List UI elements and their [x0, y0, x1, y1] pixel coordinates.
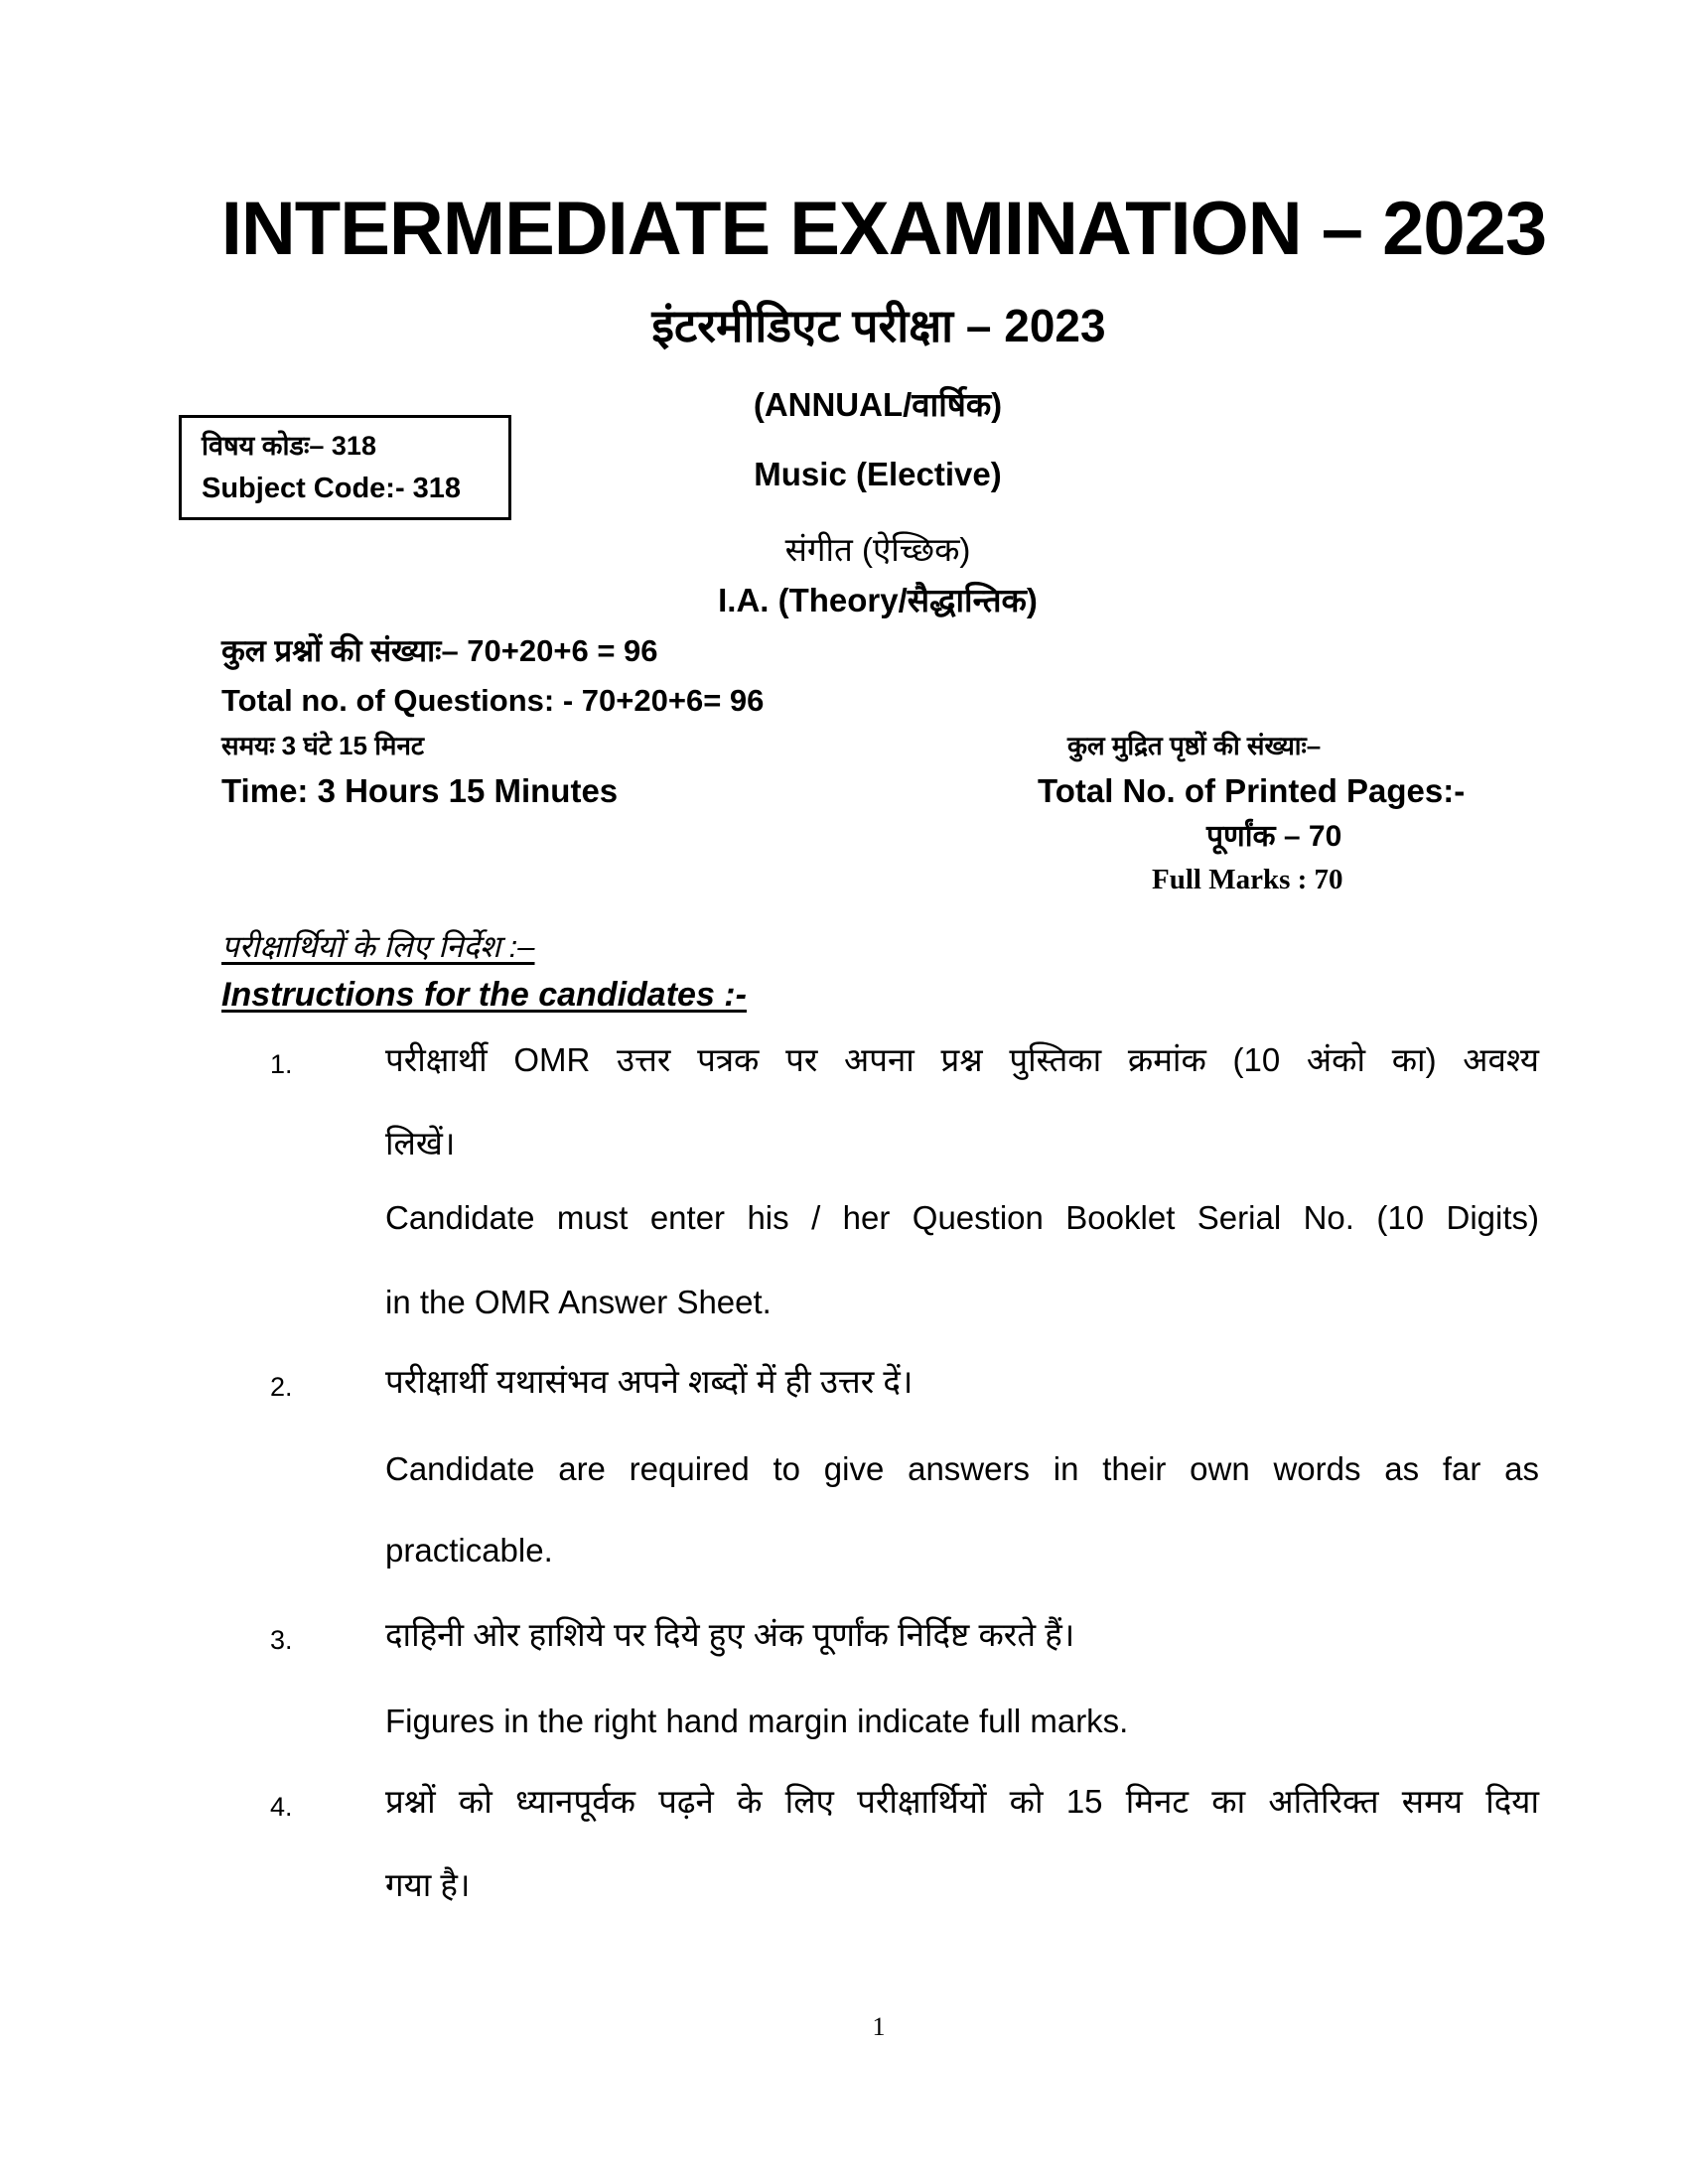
instruction-number: 2. — [270, 1372, 293, 1402]
instructions-heading-hindi: परीक्षार्थियों के लिए निर्देश :– — [221, 929, 535, 964]
subject-code-box — [179, 415, 511, 520]
full-marks-english: Full Marks : 70 — [1152, 864, 1343, 895]
page-number: 1 — [872, 2012, 886, 2041]
instruction-4-hindi-line-1: प्रश्नों को ध्यानपूर्वक पढ़ने के लिए परीक्षार्थियों को 15 मिनट का अतिरिक्त समय दिया — [385, 1783, 1539, 1820]
instruction-number: 1. — [270, 1049, 293, 1079]
exam-type: (ANNUAL/वार्षिक) — [753, 386, 1003, 423]
time-hindi: समयः 3 घंटे 15 मिनट — [221, 731, 425, 760]
instruction-3-hindi-line-1: दाहिनी ओर हाशिये पर दिये हुए अंक पूर्णांक निर्दिष्ट करते हैं। — [385, 1616, 1075, 1653]
paper-type: I.A. (Theory/सैद्धान्तिक) — [718, 582, 1038, 618]
total-questions-english: Total no. of Questions: - 70+20+6= 96 — [221, 683, 765, 718]
full-marks-hindi: पूर्णांक – 70 — [1206, 820, 1342, 853]
subject-code-hindi: विषय कोडः– 318 — [202, 431, 376, 461]
total-questions-hindi: कुल प्रश्नों की संख्याः– 70+20+6 = 96 — [221, 633, 658, 668]
instruction-1-hindi-line-2: लिखें। — [385, 1125, 456, 1161]
subject-name-english: Music (Elective) — [754, 456, 1002, 492]
subject-name-hindi: संगीत (ऐच्छिक) — [784, 531, 971, 568]
printed-pages-english: Total No. of Printed Pages:- — [1038, 772, 1466, 809]
time-english: Time: 3 Hours 15 Minutes — [221, 772, 619, 809]
instruction-2-english-line-1: Candidate are required to give answers in their own words as far as — [385, 1450, 1539, 1487]
instruction-4-hindi-line-2: गया है। — [385, 1866, 471, 1903]
instruction-3-english-line-1: Figures in the right hand margin indicate full marks. — [385, 1703, 1129, 1739]
instruction-2-hindi-line-1: परीक्षार्थी यथासंभव अपने शब्दों में ही उत्तर दें। — [385, 1363, 914, 1400]
instruction-1-hindi-line-1: परीक्षार्थी OMR उत्तर पत्रक पर अपना प्रश्न पुस्तिका क्रमांक (10 अंको का) अवश्य — [385, 1041, 1539, 1078]
exam-title-english: INTERMEDIATE EXAMINATION – 2023 — [220, 187, 1547, 271]
subject-code-english: Subject Code:- 318 — [202, 473, 462, 504]
instruction-number: 4. — [270, 1792, 293, 1822]
instruction-1-english-line-2: in the OMR Answer Sheet. — [385, 1284, 772, 1320]
instruction-1-english-line-1: Candidate must enter his / her Question Booklet Serial No. (10 Digits) — [385, 1199, 1539, 1236]
printed-pages-hindi: कुल मुद्रित पृष्ठों की संख्याः– — [1067, 731, 1322, 760]
exam-title-hindi: इंटरमीडिएट परीक्षा – 2023 — [651, 300, 1106, 351]
instruction-2-english-line-2: practicable. — [385, 1532, 553, 1569]
instructions-heading-english: Instructions for the candidates :- — [221, 976, 747, 1014]
instruction-number: 3. — [270, 1625, 293, 1655]
